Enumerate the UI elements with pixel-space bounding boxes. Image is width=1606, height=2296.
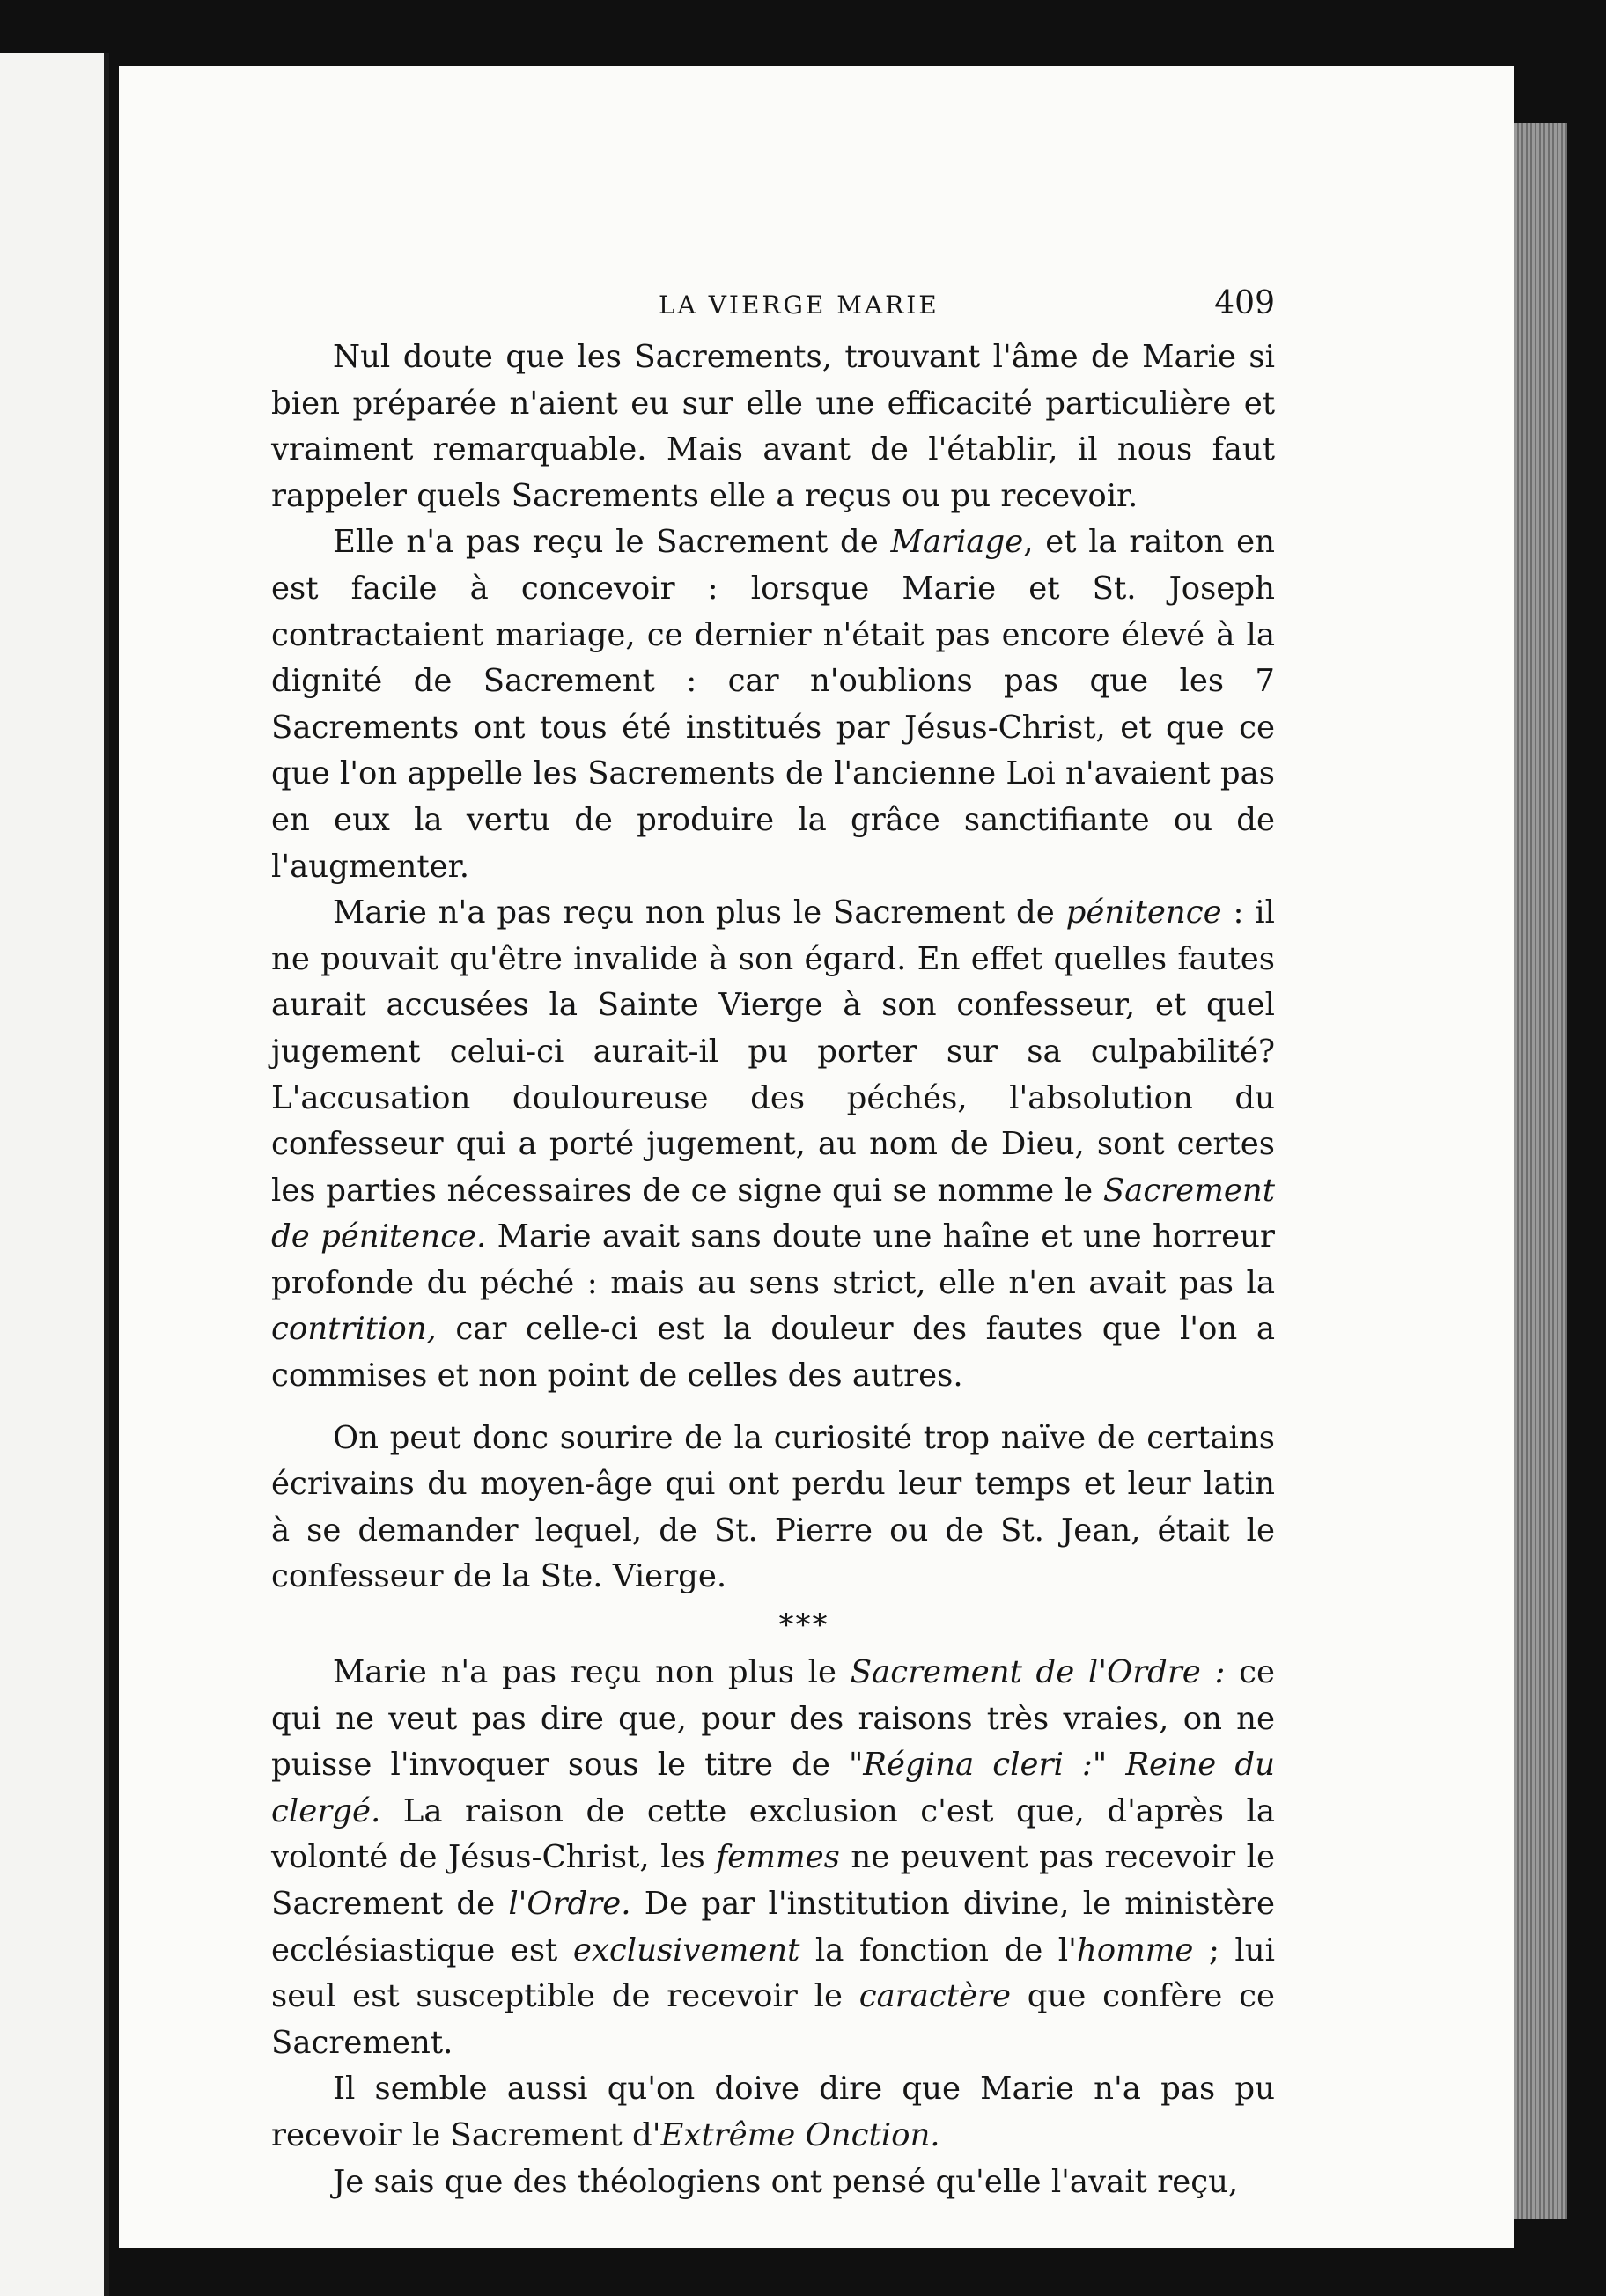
paragraph-4: On peut donc sourire de la curiosité trop naïve de certains écrivains du moyen-âge qui ont perdu leur temps et leur latin à se demander lequel, de St. Pierre ou de St. Jean, était le confesseur de la Ste. Vierge. — [271, 1419, 1275, 1595]
paragraph-3: Marie n'a pas reçu non plus le Sacrement de pénitence : il ne pouvait qu'être invalide à son égard. En effet quelles fautes aurait accusées la Sainte Vierge à son confesseur, et quel jugement celui-ci aurait-il pu porter sur sa culpabilité? L'accusation douloureuse des péchés, l'absolution du confesseur qui a porté jugement, au nom de Dieu, sont certes les parties nécessaires de ce signe qui se nomme le Sacrement de pénitence. Marie avait sans doute une haîne et une horreur profonde du péché : mais au sens strict, elle n'en avait pas la contrition, car celle-ci est la douleur des fautes que l'on a commises et non point de celles des autres. — [271, 894, 1275, 1395]
facing-page-edge — [0, 53, 109, 2296]
paragraph-2: Elle n'a pas reçu le Sacrement de Mariage, et la raiton en est facile à concevoir : lorsque Marie et St. Joseph contractaient mariage, ce dernier n'était pas encore élevé à la dignité de Sacrement : car n'oublions pas que les 7 Sacrements ont tous été institués par Jésus-Christ, et que ce que l'on appelle les Sacrements de l'ancienne Loi n'avaient pas en eux la vertu de produire la grâce sanctifiante ou de l'augmenter. — [271, 524, 1275, 885]
page-number: 409 — [1214, 285, 1275, 321]
running-title: LA VIERGE MARIE — [659, 291, 939, 320]
paragraph-6: Il semble aussi qu'on doive dire que Marie n'a pas pu recevoir le Sacrement d'Extrême Onction. — [271, 2071, 1275, 2153]
page-stack-edge — [1514, 123, 1567, 2219]
running-head — [271, 282, 1275, 335]
paragraph-5: Marie n'a pas reçu non plus le Sacrement de l'Ordre : ce qui ne veut pas dire que, pour des raisons très vraies, on ne puisse l'invoquer sous le titre de "Régina cleri :" Reine du clergé. La raison de cette exclusion c'est que, d'après la volonté de Jésus-Christ, les femmes ne peuvent pas recevoir le Sacrement de l'Ordre. De par l'institution divine, le ministère ecclésiastique est exclusivement la fonction de l'homme ; lui seul est susceptible de recevoir le caractère que confère ce Sacrement. — [271, 1654, 1275, 2061]
paragraph-1: Nul doute que les Sacrements, trouvant l'âme de Marie si bien préparée n'aient eu sur elle une efficacité particulière et vraiment remarquable. Mais avant de l'établir, il nous faut rappeler quels Sacrements elle a reçus ou pu recevoir. — [271, 339, 1275, 514]
paragraph-7: Je sais que des théologiens ont pensé qu'elle l'avait reçu, — [333, 2163, 1239, 2200]
page-text — [271, 282, 1275, 2205]
section-separator: *** — [778, 1608, 829, 1644]
